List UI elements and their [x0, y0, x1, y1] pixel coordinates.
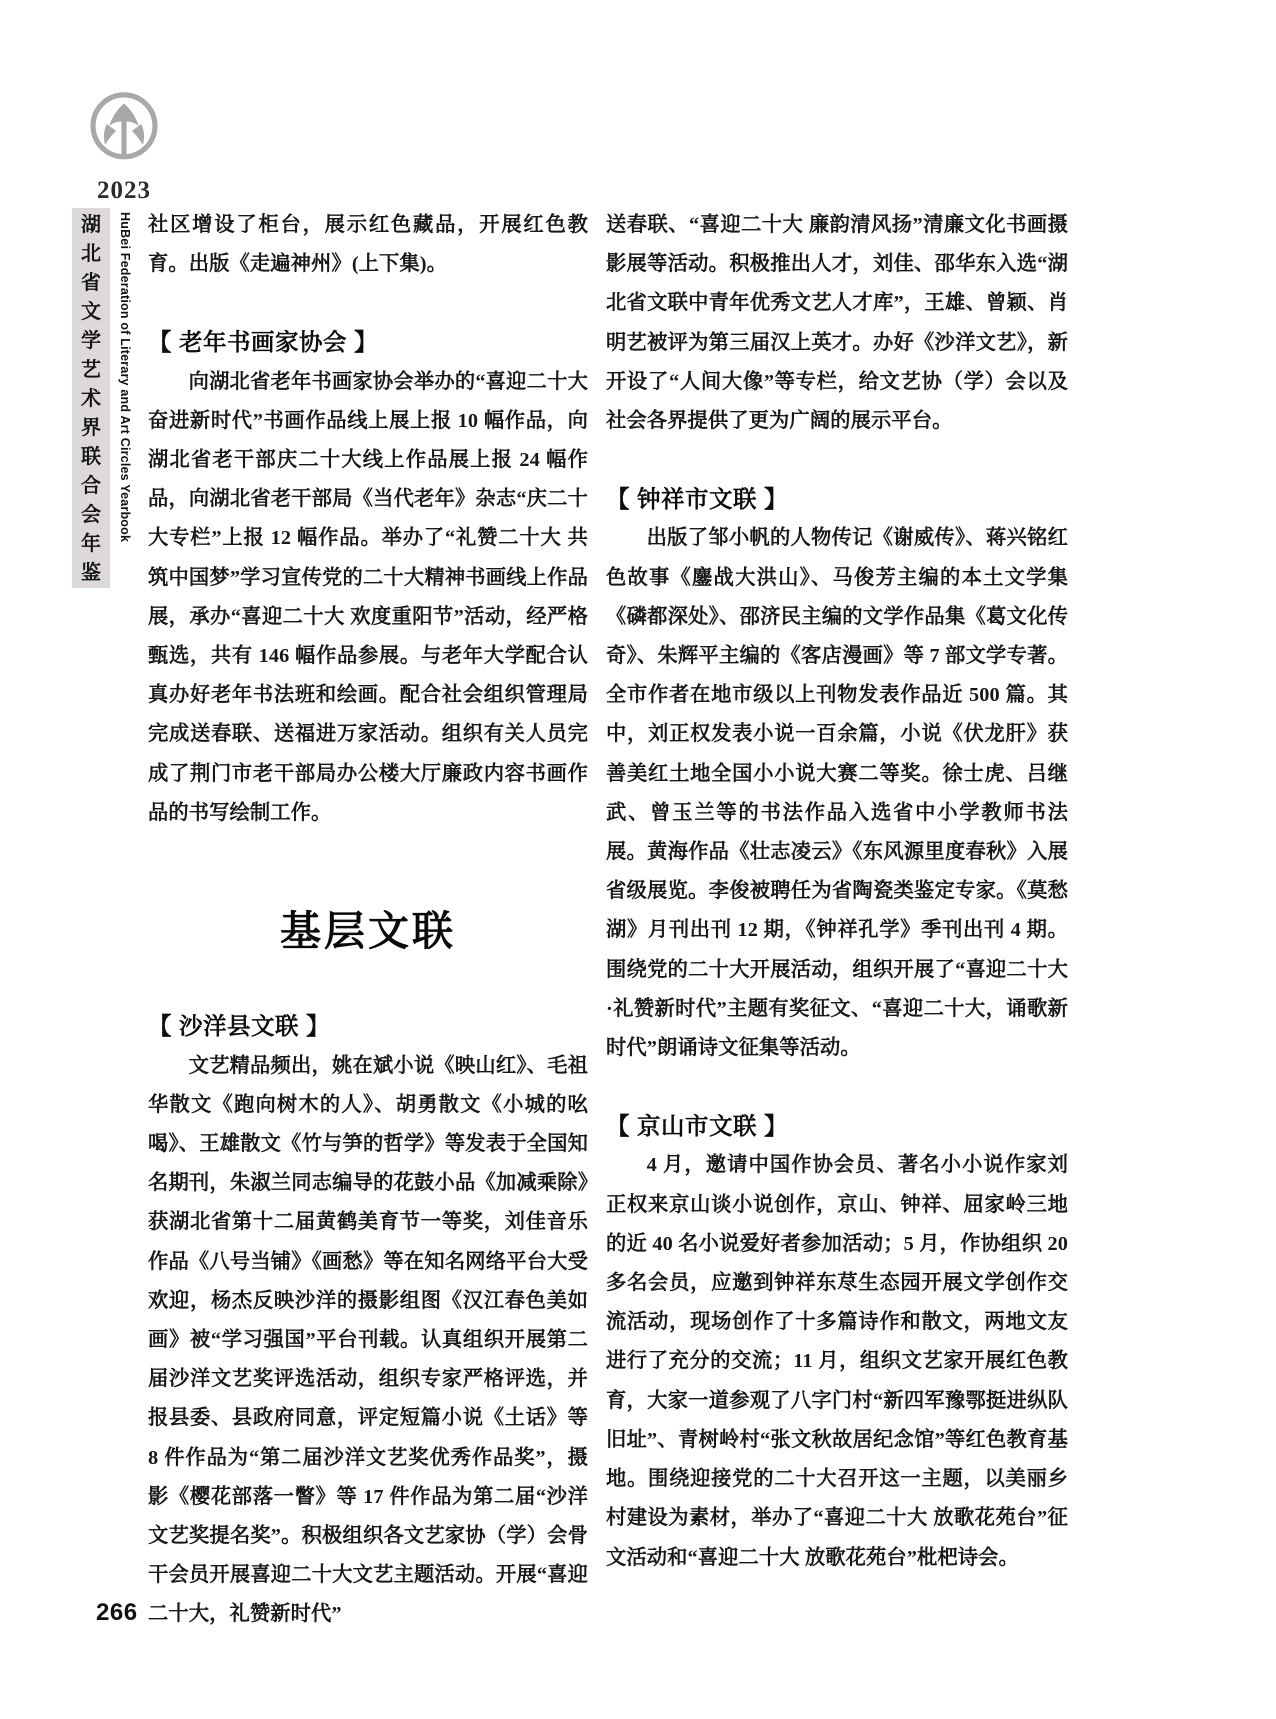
spine-char: 鉴 [81, 562, 101, 584]
spine-char: 省 [81, 272, 101, 294]
spine-char: 北 [81, 243, 101, 265]
section-body-jingshan-city-federation: 4 月，邀请中国作协会员、著名小小说作家刘正权来京山谈小说创作，京山、钟祥、屈家岭三地的近 40 名小说爱好者参加活动；5 月，作协组织 20 多名会员，应邀到钟祥东荩生态园开展文学创作交流活动，现场创作了十多篇诗作和散文，两地文友进行了充分的交流；11 月，组织文艺家开展红色教育，大家一道参观了八字门村“新四军豫鄂挺进纵队旧址”、青树岭村“张文秋故居纪念馆”等红色教育基地。围绕迎接党的二十大召开这一主题，以美丽乡村建设为素材，举办了“喜迎二十大 放歌花苑台”征文活动和“喜迎二十大 放歌花苑台”枇杷诗会。 [606, 1154, 1068, 1569]
section-heading-shayang-county-federation: 【 沙洋县文联 】 [148, 1013, 331, 1040]
spine-char: 会 [81, 504, 101, 526]
spine-char: 合 [81, 475, 101, 497]
section-body-shayang-county-federation: 文艺精品频出，姚在斌小说《映山红》、毛祖华散文《跑向树木的人》、胡勇散文《小城的吆喝》、王雄散文《竹与笋的哲学》等发表于全国知名期刊，朱淑兰同志编导的花鼓小品《加减乘除》获湖北省第十二届黄鹤美育节一等奖，刘佳音乐作品《八号当铺》《画愁》等在知名网络平台大受欢迎，杨杰反映沙洋的摄影组图《汉江春色美如画》被“学习强国”平台刊载。认真组织开展第二届沙洋文艺奖评选活动，组织专家严格评选，并报县委、县政府同意，评定短篇小说《土话》等 8 件作品为“第二届沙洋文艺奖优秀作品奖”，摄影《樱花部落一瞥》等 17 件作品为第二届“沙洋文艺奖提名奖”。积极组织各文艺家协（学）会骨干会员开展喜迎二十大文艺主题活动。开展“喜迎二十大，礼赞新时代” [148, 1054, 588, 1626]
spine-char: 艺 [81, 359, 101, 381]
major-heading-grassroots-federations: 基层文联 [280, 908, 456, 955]
spine-char: 湖 [81, 214, 101, 236]
spine-char: 界 [81, 417, 101, 439]
section-body-zhongxiang-city-federation: 出版了邹小帆的人物传记《谢威传》、蒋兴铭红色故事《鏖战大洪山》、马俊芳主编的本土文学集《磷都深处》、邵济民主编的文学作品集《葛文化传奇》、朱辉平主编的《客店漫画》等 7 部文学专著。全市作者在地市级以上刊物发表作品近 500 篇。其中，刘正权发表小说一百余篇，小说《伏龙肝》获善美红土地全国小小说大赛二等奖。徐士虎、吕继武、曾玉兰等的书法作品入选省中小学教师书法展。黄海作品《壮志凌云》《东风源里度春秋》入展省级展览。李俊被聘任为省陶瓷类鉴定专家。《莫愁湖》月刊出刊 12 期，《钟祥孔学》季刊出刊 4 期。围绕党的二十大开展活动，组织开展了“喜迎二十大·礼赞新时代”主题有奖征文、“喜迎二十大，诵歌新时代”朗诵诗文征集等活动。 [606, 527, 1068, 1060]
continued-paragraph-left: 社区增设了柜台，展示红色藏品，开展红色教育。出版《走遍神州》(上下集)。 [148, 214, 588, 276]
section-heading-zhongxiang-city-federation: 【 钟祥市文联 】 [606, 486, 789, 513]
yearbook-emblem-icon [81, 88, 167, 174]
major-heading-wrap [148, 907, 588, 955]
spine-char: 联 [81, 446, 101, 468]
spine-english-text: HuBei Federation of Literary and Art Circles Yearbook [118, 212, 132, 543]
section-heading-elderly-calligraphy-association: 【 老年书画家协会 】 [148, 329, 379, 356]
masthead [68, 88, 180, 203]
spine-chinese-title [72, 208, 110, 588]
column-right [606, 206, 1068, 1578]
spine-char: 文 [81, 301, 101, 323]
spine-english-title [110, 208, 140, 588]
spine-char: 年 [81, 533, 101, 555]
column-left [148, 206, 588, 1635]
spine-char: 术 [81, 388, 101, 410]
continued-paragraph-right: 送春联、“喜迎二十大 廉韵清风扬”清廉文化书画摄影展等活动。积极推出人才，刘佳、邵华东入选“湖北省文联中青年优秀文艺人才库”，王雄、曾颖、肖明艺被评为第三届汉上英才。办好《沙洋文艺》，新开设了“人间大像”等专栏，给文艺协（学）会以及社会各界提供了更为广阔的展示平台。 [606, 214, 1068, 433]
section-heading-jingshan-city-federation: 【 京山市文联 】 [606, 1113, 789, 1140]
page-number: 266 [96, 1599, 138, 1626]
year-label: 2023 [97, 177, 151, 204]
article-columns [148, 206, 1068, 1626]
spine-char: 学 [81, 330, 101, 352]
spine-strip [72, 208, 144, 588]
section-body-elderly-calligraphy-association: 向湖北省老年书画家协会举办的“喜迎二十大 奋进新时代”书画作品线上展上报 10 幅作品，向湖北省老干部庆二十大线上作品展上报 24 幅作品，向湖北省老干部局《当代老年》杂志“庆二十大专栏”上报 12 幅作品。举办了“礼赞二十大 共筑中国梦”学习宣传党的二十大精神书画线上作品展，承办“喜迎二十大 欢度重阳节”活动，经严格甄选，共有 146 幅作品参展。与老年大学配合认真办好老年书法班和绘画。配合社会组织管理局完成送春联、送福进万家活动。组织有关人员完成了荆门市老干部局办公楼大厅廉政内容书画作品的书写绘制工作。 [148, 370, 588, 824]
